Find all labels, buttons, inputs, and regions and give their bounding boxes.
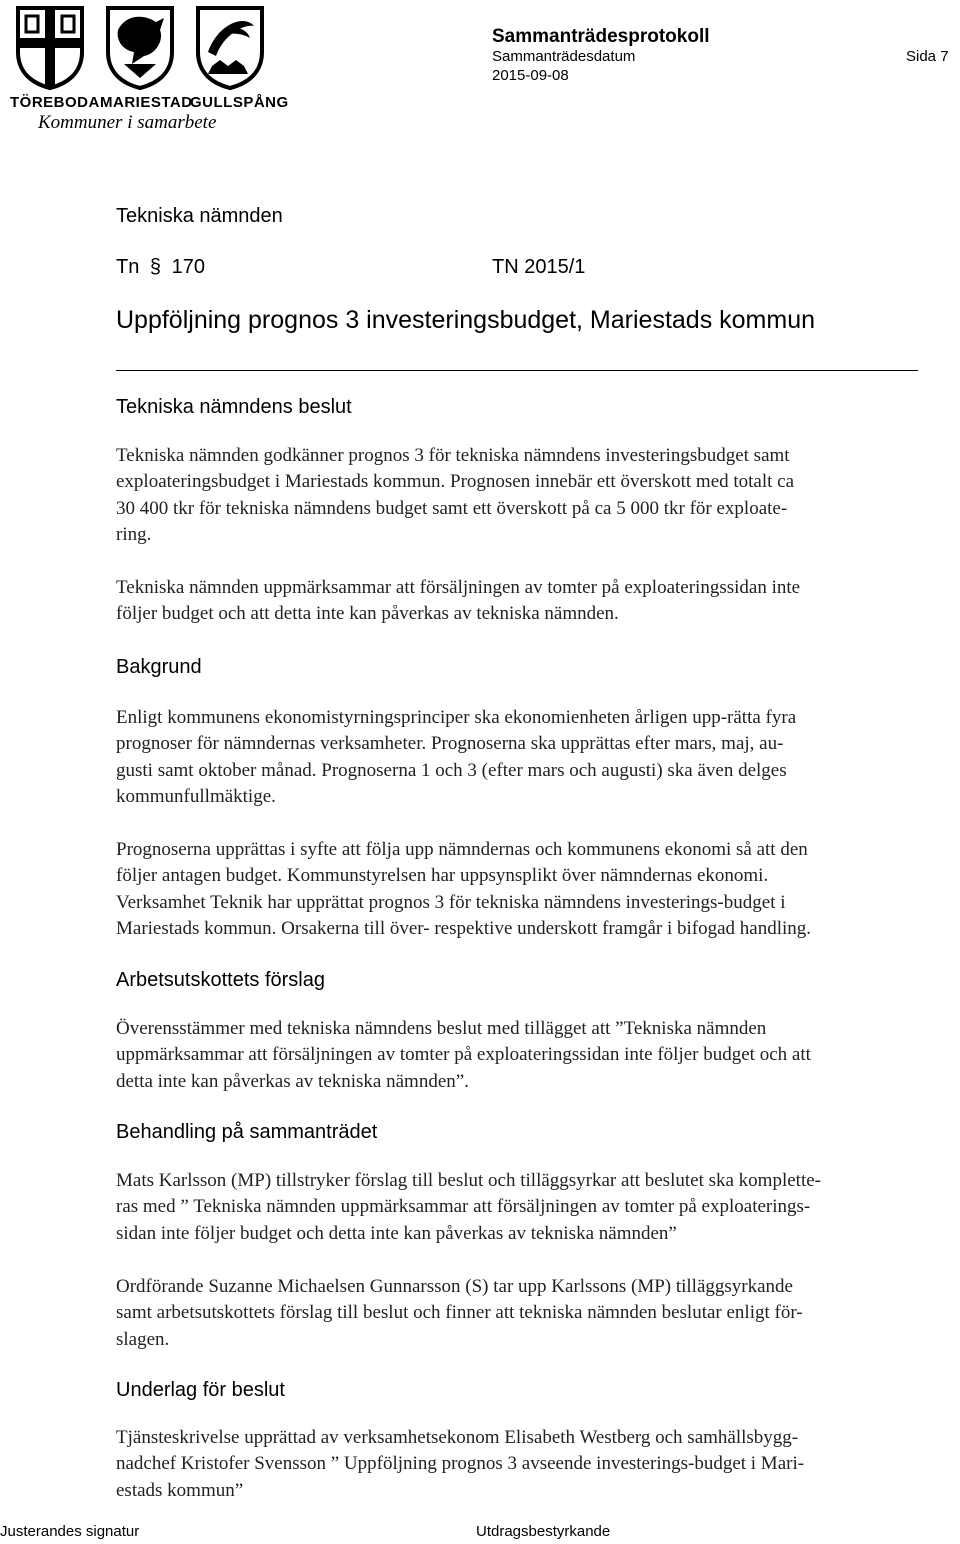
municipality-name: GULLSPÅNG	[190, 94, 289, 111]
municipal-logo	[8, 4, 289, 133]
text-line: Mats Karlsson (MP) tillstryker förslag till beslut och tilläggsyrkar att beslutet ska komplette-	[116, 1170, 821, 1191]
signature-label: Justerandes signatur	[0, 1523, 140, 1540]
mariestad-crest-icon	[104, 4, 176, 90]
background-paragraph	[116, 837, 956, 943]
section-heading: Tekniska nämndens beslut	[116, 396, 352, 418]
text-line: Överensstämmer med tekniska nämndens beslut med tillägget att ”Tekniska nämnden	[116, 1018, 767, 1039]
text-line: följer antagen budget. Kommunstyrelsen har uppsynsplikt över nämndernas ekonomi.	[116, 865, 769, 887]
logo-tagline: Kommuner i samarbete	[38, 112, 217, 133]
section-heading: Underlag för beslut	[116, 1379, 285, 1401]
toreboda-crest-icon	[14, 4, 86, 90]
page-number: Sida 7	[906, 48, 949, 65]
meeting-paragraph	[116, 1168, 956, 1247]
municipality-name: TÖREBODA	[10, 94, 100, 111]
section-heading: Behandling på sammanträdet	[116, 1121, 378, 1143]
case-prefix: Tn	[116, 256, 140, 278]
text-line: ras med ” Tekniska nämnden uppmärksammar att försäljningen av tomter på exploaterings-	[116, 1196, 811, 1218]
text-line: Verksamhet Teknik har upprättat prognos 3 för tekniska nämndens investerings-budget i	[116, 891, 786, 913]
text-line: Tjänsteskrivelse upprättad av verksamhetsekonom Elisabeth Westberg och samhällsbygg-	[116, 1427, 799, 1448]
divider	[116, 370, 918, 371]
document-title: Sammanträdesprotokoll	[492, 26, 710, 47]
section-sign-icon: §	[149, 256, 162, 278]
committee-name: Tekniska nämnden	[116, 205, 283, 227]
text-line: Mariestads kommun. Orsakerna till över- respektive underskott framgår i bifogad handling.	[116, 918, 812, 940]
proposal-paragraph	[116, 1016, 956, 1095]
gullspang-crest-icon	[194, 4, 266, 90]
text-line: estads kommun”	[116, 1479, 244, 1501]
text-line: ring.	[116, 524, 152, 546]
text-line: 30 400 tkr för tekniska nämndens budget samt ett överskott på ca 5 000 tkr för exploate-	[116, 497, 788, 519]
date-label: Sammanträdesdatum	[492, 48, 636, 65]
section-heading: Arbetsutskottets förslag	[116, 969, 325, 991]
text-line: samt arbetsutskottets förslag till beslut och finner att tekniska nämnden beslutar enligt för-	[116, 1302, 803, 1324]
case-number	[116, 254, 205, 280]
case-title: Uppföljning prognos 3 investeringsbudget, Mariestads kommun	[116, 306, 815, 334]
text-line: Prognoserna upprättas i syfte att följa upp nämndernas och kommunens ekonomi så att den	[116, 839, 808, 860]
text-line: Tekniska nämnden godkänner prognos 3 för tekniska nämndens investeringsbudget samt	[116, 445, 790, 466]
meeting-paragraph	[116, 1274, 956, 1353]
decision-paragraph	[116, 575, 956, 628]
text-line: följer budget och att detta inte kan påverkas av tekniska nämnden.	[116, 603, 619, 625]
section-heading: Bakgrund	[116, 656, 202, 678]
basis-paragraph	[116, 1425, 956, 1504]
certification-label: Utdragsbestyrkande	[476, 1523, 611, 1540]
text-line: Enligt kommunens ekonomistyrningsprinciper ska ekonomienheten årligen upp-rätta fyra	[116, 707, 797, 728]
text-line: kommunfullmäktige.	[116, 786, 276, 808]
decision-paragraph	[116, 443, 956, 549]
date-value: 2015-09-08	[492, 67, 569, 84]
municipality-name: MARIESTAD	[100, 94, 193, 111]
text-line: Tekniska nämnden uppmärksammar att försäljningen av tomter på exploateringssidan inte	[116, 577, 801, 598]
text-line: Ordförande Suzanne Michaelsen Gunnarsson (S) tar upp Karlssons (MP) tilläggsyrkande	[116, 1276, 793, 1297]
text-line: slagen.	[116, 1328, 170, 1350]
background-paragraph	[116, 705, 956, 811]
text-line: exploateringsbudget i Mariestads kommun. Prognosen innebär ett överskott med totalt ca	[116, 471, 795, 493]
text-line: gusti samt oktober månad. Prognoserna 1 och 3 (efter mars och augusti) ska även delges	[116, 759, 787, 781]
text-line: prognoser för nämndernas verksamheter. Prognoserna ska upprättas efter mars, maj, au-	[116, 733, 784, 755]
case-number-value: 170	[171, 256, 205, 278]
text-line: nadchef Kristofer Svensson ” Uppföljning prognos 3 avseende investerings-budget i Mari-	[116, 1453, 805, 1475]
text-line: sidan inte följer budget och detta inte kan påverkas av tekniska nämnden”	[116, 1222, 677, 1244]
text-line: uppmärksammar att försäljningen av tomter på exploateringssidan inte följer budget och att	[116, 1044, 811, 1066]
text-line: detta inte kan påverkas av tekniska nämnden”.	[116, 1070, 469, 1092]
case-reference: TN 2015/1	[492, 256, 586, 278]
